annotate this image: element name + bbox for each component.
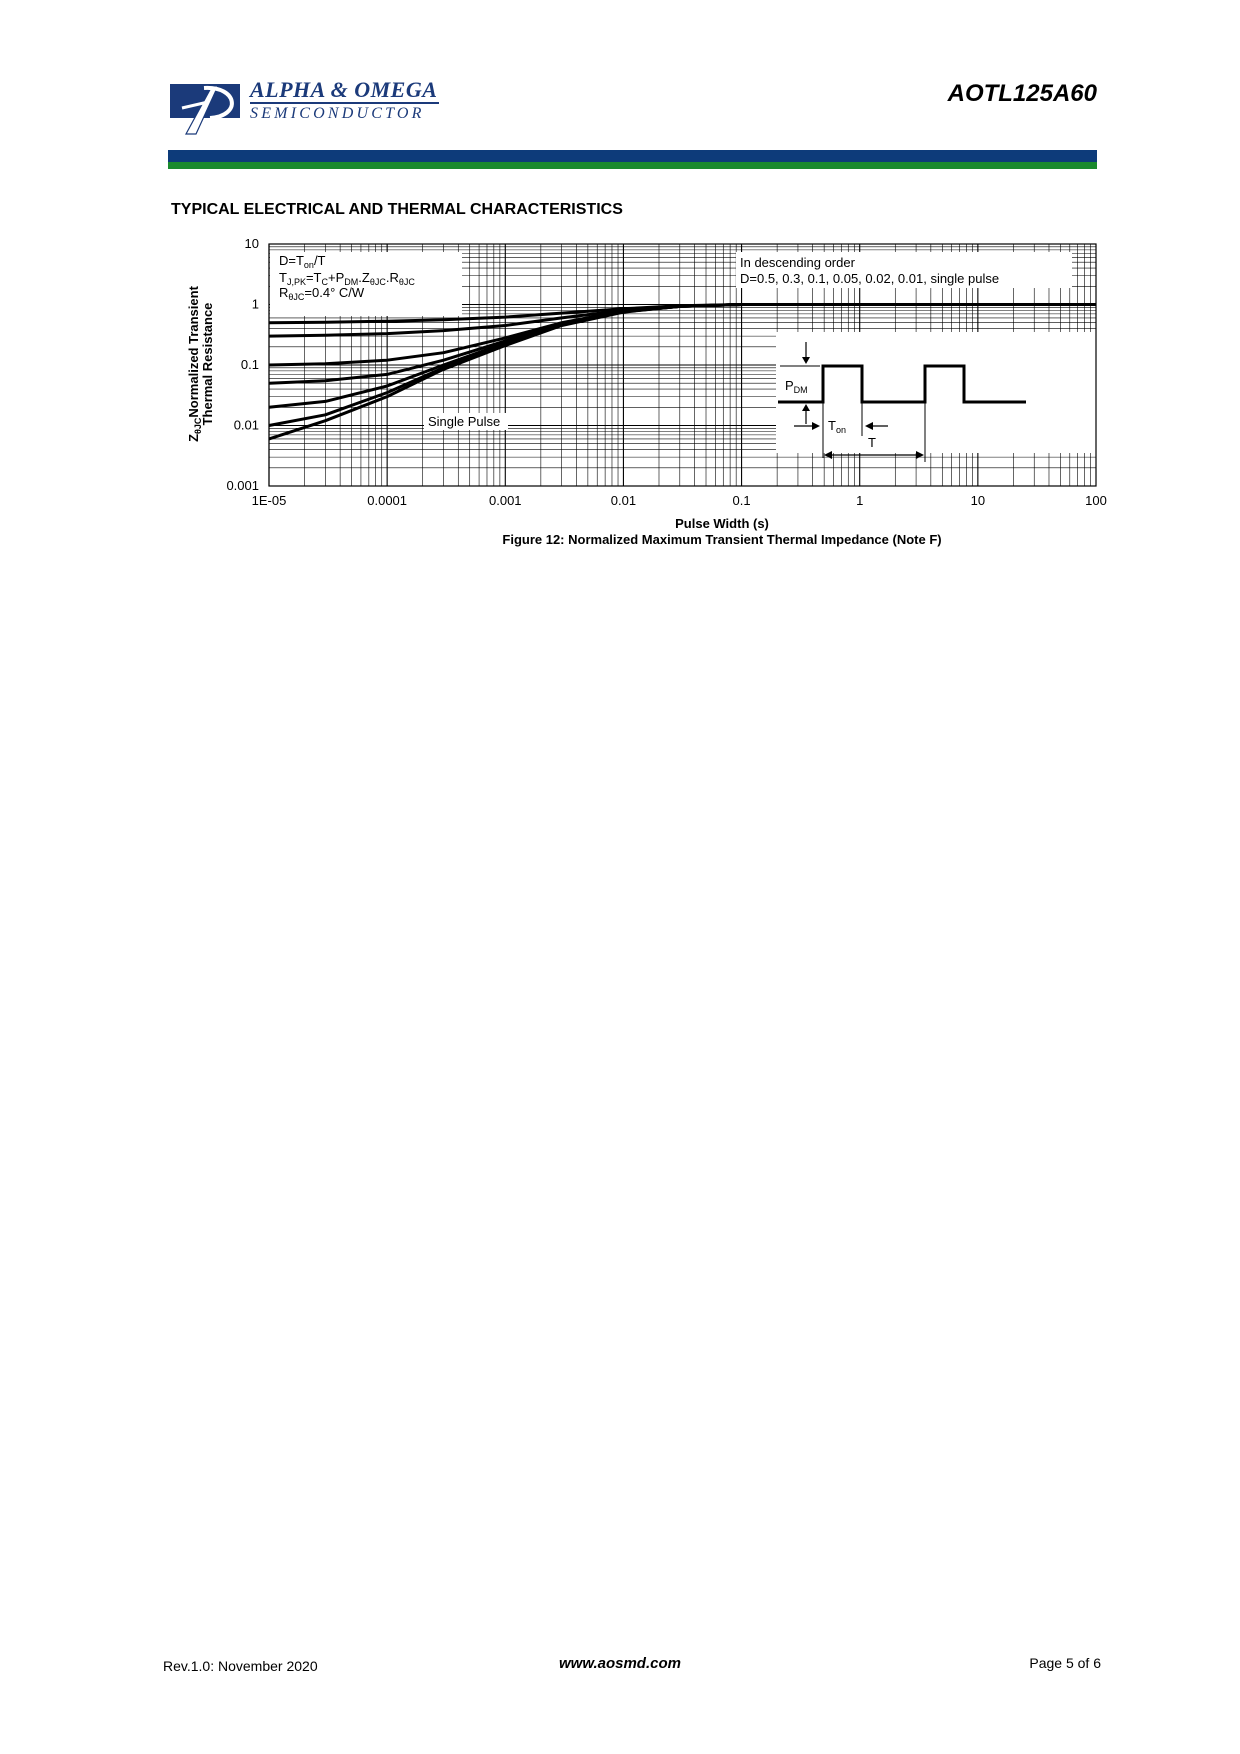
x-tick-label: 0.1 [732,493,751,508]
section-title: TYPICAL ELECTRICAL AND THERMAL CHARACTERISTICS [171,201,623,218]
y-axis-symbol: Z [186,433,201,442]
revision-note: Rev.1.0: November 2020 [163,1658,318,1674]
y-tick-label: 0.01 [233,417,259,433]
pulse-inset-diagram [776,332,1096,462]
single-pulse-annotation [424,413,508,430]
period-label: T [868,435,876,450]
y-tick-label: 1 [251,296,259,312]
y-axis-label [186,285,215,441]
part-number: AOTL125A60 [947,80,1097,107]
formula-rthjc: $R_{\theta JC}=0.4^\circ$ C/W [279,285,365,302]
x-tick-label: 1 [856,493,864,508]
formula-duty: $D=T_{on}/T$ [279,253,326,270]
legend-line-1: In descending order [740,255,855,270]
y-axis-label-line-2: Thermal Resistance [200,302,215,426]
ton-label: $T_{on}$ [828,418,846,435]
x-tick-label: 1E-05 [251,493,287,508]
x-tick-label: 100 [1085,493,1107,508]
x-tick-label: 0.01 [610,493,637,508]
thermal-impedance-chart [160,230,1107,560]
pdm-label: $P_{DM}$ [785,378,808,395]
company-brand [250,78,439,124]
y-axis-label-text-1: Normalized Transient [186,286,201,418]
x-tick-label: 0.001 [489,493,522,508]
y-axis-subscript: θJC [193,417,203,434]
header-band-green [168,162,1097,169]
header-band-blue [168,150,1097,162]
x-axis-label: Pulse Width (s) [675,516,769,531]
formula-tjpk: $T_{J,PK}=T_C+P_{DM}.Z_{\theta JC}.R_{\theta JC}$ [279,270,415,287]
y-tick-label: 0.001 [226,478,259,493]
brand-subtitle: SEMICONDUCTOR [250,105,425,122]
page-number: Page 5 of 6 [1029,1655,1101,1671]
formula-box [160,217,462,316]
legend-box [736,252,1072,288]
y-tick-label: 10 [244,236,259,251]
legend-line-2: D=0.5, 0.3, 0.1, 0.05, 0.02, 0.01, single pulse [740,271,1000,286]
website-link[interactable]: www.aosmd.com [559,1655,681,1672]
brand-name: ALPHA & OMEGA [250,77,438,102]
single-pulse-label: Single Pulse [428,414,501,429]
y-tick-label: 0.1 [240,357,259,372]
x-tick-label: 10 [970,493,986,508]
chart-caption: Figure 12: Normalized Maximum Transient Thermal Impedance (Note F) [502,532,942,547]
x-tick-label: 0.0001 [367,493,408,508]
